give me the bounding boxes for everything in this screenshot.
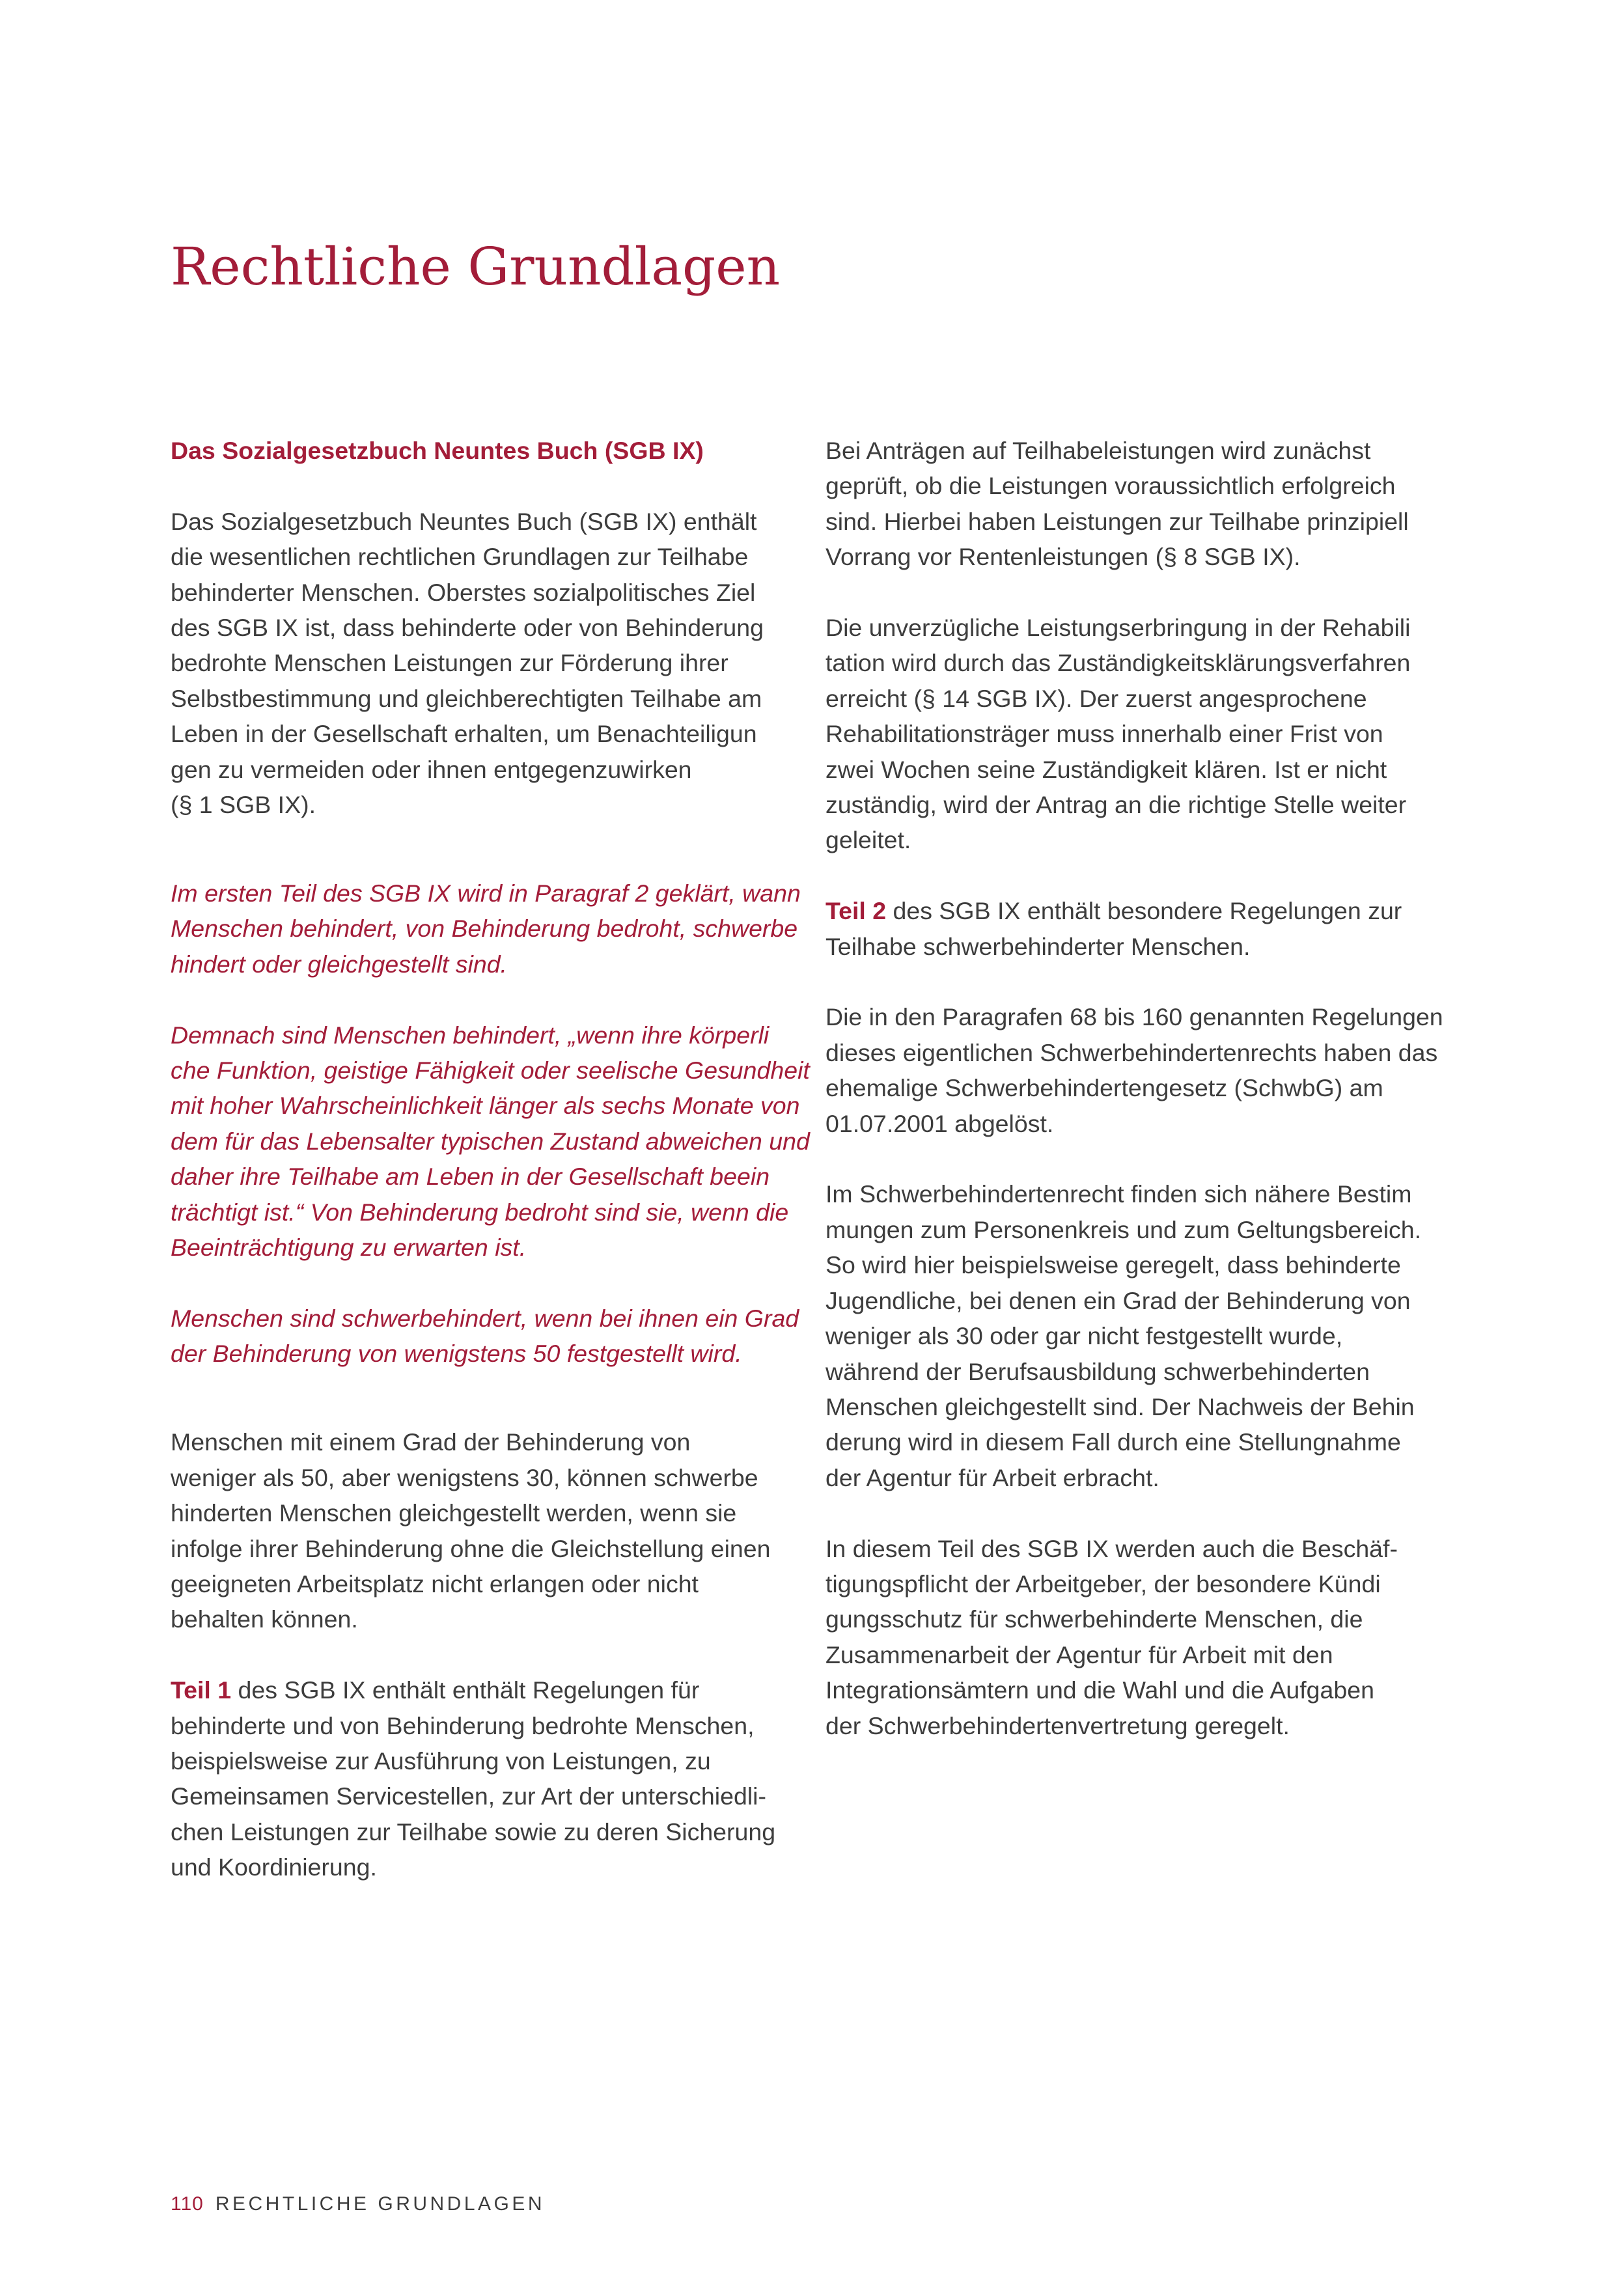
- text-line: während der Berufsausbildung schwerbehinderten: [825, 1357, 1370, 1385]
- teil2-paragraph: [825, 893, 1437, 964]
- highlight-quote-behindert: [171, 1017, 810, 1266]
- text-line: Vorrang vor Rentenleistungen (§ 8 SGB IX).: [825, 543, 1301, 571]
- leistungserbringung-paragraph: [825, 610, 1437, 858]
- section-heading: Das Sozialgesetzbuch Neuntes Buch (SGB IX): [171, 437, 704, 464]
- text-line: behinderter Menschen. Oberstes sozialpolitisches Ziel: [171, 578, 756, 606]
- text-line: Menschen behindert, von Behinderung bedroht, schwerbe: [171, 915, 798, 943]
- paragrafen-paragraph: [825, 999, 1443, 1141]
- text-line: sind. Hierbei haben Leistungen zur Teilhabe prinzipiell: [825, 507, 1409, 535]
- text-line: tigungspflicht der Arbeitgeber, der besondere Kündi: [825, 1570, 1381, 1598]
- text-line: der Agentur für Arbeit erbracht.: [825, 1463, 1159, 1491]
- text-line: Die in den Paragrafen 68 bis 160 genannten Regelungen: [825, 1003, 1443, 1031]
- text-line: trächtigt ist.“ Von Behinderung bedroht sind sie, wenn die: [171, 1198, 789, 1226]
- page-number: 110: [171, 2193, 204, 2215]
- text-line: weniger als 30 oder gar nicht festgestellt wurde,: [825, 1322, 1343, 1350]
- text-line: (§ 1 SGB IX).: [171, 791, 316, 819]
- text-line: Beeinträchtigung zu erwarten ist.: [171, 1234, 527, 1262]
- highlight-quote-definition: [171, 876, 801, 982]
- text-line: Im ersten Teil des SGB IX wird in Paragraf 2 geklärt, wann: [171, 879, 801, 907]
- beschaeftigung-paragraph: [825, 1531, 1437, 1743]
- text-line: des SGB IX ist, dass behinderte oder von Behinderung: [171, 614, 764, 642]
- text-line: che Funktion, geistige Fähigkeit oder seelische Gesundheit: [171, 1057, 810, 1085]
- text-line: der Schwerbehindertenvertretung geregelt.: [825, 1711, 1290, 1739]
- text-line: gen zu vermeiden oder ihnen entgegenzuwirken: [171, 755, 692, 783]
- text-line: die wesentlichen rechtlichen Grundlagen zur Teilhabe: [171, 543, 749, 571]
- text-line: ehemalige Schwerbehindertengesetz (SchwbG) am: [825, 1074, 1383, 1102]
- text-line: der Behinderung von wenigstens 50 festgestellt wird.: [171, 1340, 742, 1368]
- text-line: bedrohte Menschen Leistungen zur Förderung ihrer: [171, 649, 728, 677]
- text-line: mit hoher Wahrscheinlichkeit länger als sechs Monate von: [171, 1092, 800, 1120]
- text-line: Teilhabe schwerbehinderter Menschen.: [825, 932, 1251, 960]
- text-line: Das Sozialgesetzbuch Neuntes Buch (SGB IX) enthält: [171, 507, 757, 535]
- text-line: chen Leistungen zur Teilhabe sowie zu deren Sicherung: [171, 1818, 776, 1846]
- teil2-lead: Teil 2: [825, 897, 887, 925]
- text-line: Menschen sind schwerbehindert, wenn bei ihnen ein Grad: [171, 1304, 799, 1332]
- text-line: Demnach sind Menschen behindert, „wenn ihre körperli: [171, 1021, 770, 1049]
- text-line: erreicht (§ 14 SGB IX). Der zuerst angesprochene: [825, 684, 1367, 712]
- text-line: hinderten Menschen gleichgestellt werden, wenn sie: [171, 1499, 737, 1527]
- schwerbehindertenrecht-paragraph: [825, 1176, 1437, 1495]
- text-line: dieses eigentlichen Schwerbehindertenrechts haben das: [825, 1038, 1438, 1066]
- teil1-paragraph: [171, 1672, 783, 1885]
- text-line: hindert oder gleichgestellt sind.: [171, 950, 507, 978]
- text-line: Bei Anträgen auf Teilhabeleistungen wird zunächst: [825, 437, 1371, 464]
- text-line: weniger als 50, aber wenigstens 30, können schwerbe: [171, 1463, 758, 1491]
- text-line: mungen zum Personenkreis und zum Geltungsbereich.: [825, 1215, 1422, 1243]
- text-line: zwei Wochen seine Zuständigkeit klären. Ist er nicht: [825, 755, 1387, 783]
- text-line: gungsschutz für schwerbehinderte Menschen, die: [825, 1605, 1363, 1633]
- antraege-paragraph: [825, 433, 1437, 575]
- text-line: dem für das Lebensalter typischen Zustand abweichen und: [171, 1127, 810, 1155]
- text-line: tation wird durch das Zuständigkeitsklärungsverfahren: [825, 649, 1411, 677]
- text-line: daher ihre Teilhabe am Leben in der Gesellschaft beein: [171, 1163, 770, 1191]
- page-title: Rechtliche Grundlagen: [171, 236, 781, 297]
- page-footer: [171, 2191, 545, 2217]
- text-line: geleitet.: [825, 826, 911, 854]
- text-line: infolge ihrer Behinderung ohne die Gleichstellung einen: [171, 1534, 771, 1562]
- text-line: Jugendliche, bei denen ein Grad der Behinderung von: [825, 1286, 1411, 1314]
- text-line: geprüft, ob die Leistungen voraussichtlich erfolgreich: [825, 472, 1396, 500]
- text-line: Menschen gleichgestellt sind. Der Nachweis der Behin: [825, 1392, 1415, 1420]
- teil1-lead: Teil 1: [171, 1676, 232, 1704]
- text-line: derung wird in diesem Fall durch eine Stellungnahme: [825, 1428, 1401, 1456]
- text-line: Zusammenarbeit der Agentur für Arbeit mit den: [825, 1640, 1333, 1668]
- highlight-quote-schwerbehindert: [171, 1301, 799, 1372]
- text-line: behalten können.: [171, 1605, 358, 1633]
- text-line: Menschen mit einem Grad der Behinderung von: [171, 1428, 691, 1456]
- text-line: In diesem Teil des SGB IX werden auch die Beschäf-: [825, 1534, 1398, 1562]
- text-line: Rehabilitationsträger muss innerhalb einer Frist von: [825, 720, 1383, 748]
- text-line: 01.07.2001 abgelöst.: [825, 1109, 1054, 1137]
- text-line: beispielsweise zur Ausführung von Leistungen, zu: [171, 1747, 711, 1775]
- text-line: behinderte und von Behinderung bedrohte Menschen,: [171, 1711, 755, 1739]
- text-line: Die unverzügliche Leistungserbringung in der Rehabili: [825, 614, 1411, 642]
- intro-paragraph: [171, 504, 783, 823]
- text-line: und Koordinierung.: [171, 1853, 377, 1881]
- left-column: [171, 433, 810, 1885]
- teil1-lead-rest: des SGB IX enthält enthält Regelungen für: [231, 1676, 700, 1704]
- text-line: So wird hier beispielsweise geregelt, dass behinderte: [825, 1251, 1401, 1279]
- running-title: RECHTLICHE GRUNDLAGEN: [215, 2193, 546, 2215]
- text-line: Selbstbestimmung und gleichberechtigten Teilhabe am: [171, 684, 762, 712]
- teil2-lead-rest: des SGB IX enthält besondere Regelungen zur: [886, 897, 1402, 925]
- text-line: zuständig, wird der Antrag an die richtige Stelle weiter: [825, 791, 1407, 819]
- text-line: Integrationsämtern und die Wahl und die Aufgaben: [825, 1676, 1374, 1704]
- right-column: [825, 433, 1443, 1743]
- text-line: Im Schwerbehindertenrecht finden sich nähere Bestim: [825, 1180, 1412, 1208]
- gleichstellung-paragraph: [171, 1424, 783, 1637]
- text-line: Leben in der Gesellschaft erhalten, um Benachteiligun: [171, 720, 757, 748]
- text-line: geeigneten Arbeitsplatz nicht erlangen oder nicht: [171, 1570, 699, 1598]
- text-line: Gemeinsamen Servicestellen, zur Art der unterschiedli-: [171, 1782, 766, 1810]
